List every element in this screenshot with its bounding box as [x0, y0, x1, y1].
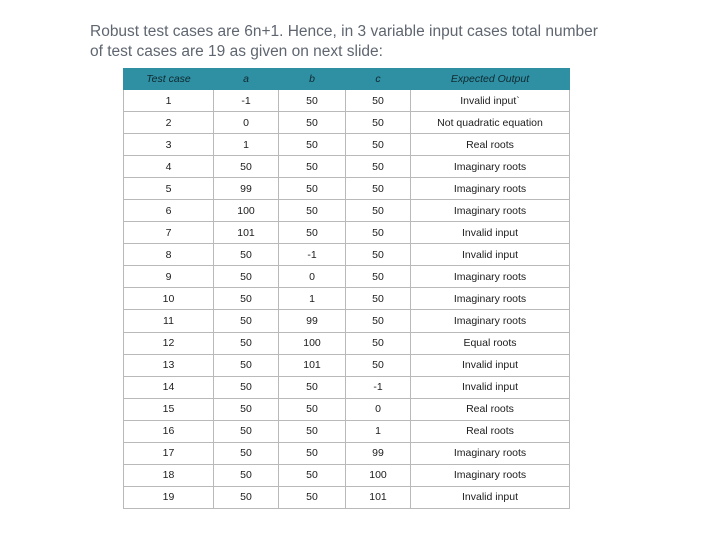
table-row: [124, 442, 570, 464]
table-row: [124, 156, 570, 178]
table-header: [124, 69, 570, 90]
table-row: [124, 332, 570, 354]
cell-test-case: 2: [124, 112, 214, 134]
cell-b: 50: [279, 420, 346, 442]
table-row: [124, 112, 570, 134]
cell-test-case: 6: [124, 200, 214, 222]
table-row: [124, 266, 570, 288]
cell-a: 0: [214, 112, 279, 134]
cell-test-case: 14: [124, 376, 214, 398]
cell-expected-output: Imaginary roots: [411, 442, 570, 464]
header-expected-output: Expected Output: [411, 69, 570, 90]
cell-c: 50: [346, 112, 411, 134]
cell-a: 99: [214, 178, 279, 200]
cell-test-case: 16: [124, 420, 214, 442]
table-row: [124, 200, 570, 222]
cell-expected-output: Imaginary roots: [411, 464, 570, 486]
cell-expected-output: Invalid input`: [411, 90, 570, 112]
cell-c: 50: [346, 354, 411, 376]
header-c: c: [346, 69, 411, 90]
cell-c: 50: [346, 332, 411, 354]
cell-expected-output: Invalid input: [411, 244, 570, 266]
cell-a: 50: [214, 442, 279, 464]
table-row: [124, 90, 570, 112]
cell-c: 1: [346, 420, 411, 442]
cell-a: 50: [214, 332, 279, 354]
cell-expected-output: Invalid input: [411, 376, 570, 398]
cell-expected-output: Imaginary roots: [411, 288, 570, 310]
heading-line-2: of test cases are 19 as given on next slide:: [90, 43, 383, 60]
table-row: [124, 486, 570, 508]
cell-b: -1: [279, 244, 346, 266]
header-a: a: [214, 69, 279, 90]
cell-c: 50: [346, 156, 411, 178]
cell-expected-output: Invalid input: [411, 354, 570, 376]
cell-test-case: 15: [124, 398, 214, 420]
cell-a: 100: [214, 200, 279, 222]
cell-expected-output: Invalid input: [411, 486, 570, 508]
cell-c: 99: [346, 442, 411, 464]
cell-test-case: 4: [124, 156, 214, 178]
cell-a: 1: [214, 134, 279, 156]
table-body: [124, 90, 570, 509]
cell-test-case: 12: [124, 332, 214, 354]
cell-b: 50: [279, 464, 346, 486]
cell-b: 101: [279, 354, 346, 376]
cell-expected-output: Imaginary roots: [411, 156, 570, 178]
cell-c: 0: [346, 398, 411, 420]
cell-expected-output: Imaginary roots: [411, 200, 570, 222]
slide-heading: [90, 22, 650, 62]
table-row: [124, 420, 570, 442]
cell-expected-output: Equal roots: [411, 332, 570, 354]
cell-a: 50: [214, 464, 279, 486]
cell-c: 101: [346, 486, 411, 508]
cell-a: 50: [214, 244, 279, 266]
cell-b: 50: [279, 376, 346, 398]
table-row: [124, 288, 570, 310]
cell-c: 50: [346, 310, 411, 332]
cell-expected-output: Real roots: [411, 420, 570, 442]
cell-test-case: 1: [124, 90, 214, 112]
cell-test-case: 13: [124, 354, 214, 376]
cell-b: 50: [279, 398, 346, 420]
cell-expected-output: Imaginary roots: [411, 178, 570, 200]
cell-expected-output: Invalid input: [411, 222, 570, 244]
cell-b: 50: [279, 222, 346, 244]
cell-test-case: 17: [124, 442, 214, 464]
cell-b: 50: [279, 112, 346, 134]
cell-b: 50: [279, 178, 346, 200]
cell-expected-output: Not quadratic equation: [411, 112, 570, 134]
cell-c: 50: [346, 178, 411, 200]
cell-b: 50: [279, 156, 346, 178]
cell-b: 50: [279, 442, 346, 464]
cell-c: 50: [346, 288, 411, 310]
cell-a: 50: [214, 398, 279, 420]
table-row: [124, 464, 570, 486]
cell-b: 50: [279, 200, 346, 222]
cell-b: 1: [279, 288, 346, 310]
cell-c: 100: [346, 464, 411, 486]
cell-b: 99: [279, 310, 346, 332]
table-row: [124, 178, 570, 200]
cell-test-case: 18: [124, 464, 214, 486]
cell-a: 50: [214, 486, 279, 508]
cell-c: 50: [346, 90, 411, 112]
test-case-table: [123, 68, 570, 509]
cell-test-case: 9: [124, 266, 214, 288]
cell-c: 50: [346, 200, 411, 222]
cell-a: 50: [214, 354, 279, 376]
table-row: [124, 134, 570, 156]
header-test-case: Test case: [124, 69, 214, 90]
cell-expected-output: Imaginary roots: [411, 310, 570, 332]
cell-b: 50: [279, 134, 346, 156]
header-row: [124, 69, 570, 90]
cell-a: 50: [214, 156, 279, 178]
cell-expected-output: Real roots: [411, 134, 570, 156]
cell-b: 50: [279, 90, 346, 112]
cell-a: 50: [214, 288, 279, 310]
cell-a: 50: [214, 420, 279, 442]
cell-c: 50: [346, 222, 411, 244]
cell-c: 50: [346, 266, 411, 288]
cell-test-case: 10: [124, 288, 214, 310]
table-row: [124, 354, 570, 376]
header-b: b: [279, 69, 346, 90]
cell-c: 50: [346, 134, 411, 156]
cell-test-case: 19: [124, 486, 214, 508]
cell-b: 0: [279, 266, 346, 288]
cell-test-case: 8: [124, 244, 214, 266]
cell-test-case: 5: [124, 178, 214, 200]
cell-c: -1: [346, 376, 411, 398]
cell-a: 50: [214, 376, 279, 398]
cell-expected-output: Imaginary roots: [411, 266, 570, 288]
cell-b: 100: [279, 332, 346, 354]
cell-a: 101: [214, 222, 279, 244]
cell-a: -1: [214, 90, 279, 112]
table-row: [124, 222, 570, 244]
cell-test-case: 7: [124, 222, 214, 244]
cell-a: 50: [214, 310, 279, 332]
cell-a: 50: [214, 266, 279, 288]
cell-test-case: 3: [124, 134, 214, 156]
table-row: [124, 244, 570, 266]
heading-line-1: Robust test cases are 6n+1. Hence, in 3 variable input cases total number: [90, 23, 598, 40]
table-row: [124, 376, 570, 398]
cell-test-case: 11: [124, 310, 214, 332]
table-row: [124, 398, 570, 420]
cell-b: 50: [279, 486, 346, 508]
table-row: [124, 310, 570, 332]
cell-expected-output: Real roots: [411, 398, 570, 420]
cell-c: 50: [346, 244, 411, 266]
